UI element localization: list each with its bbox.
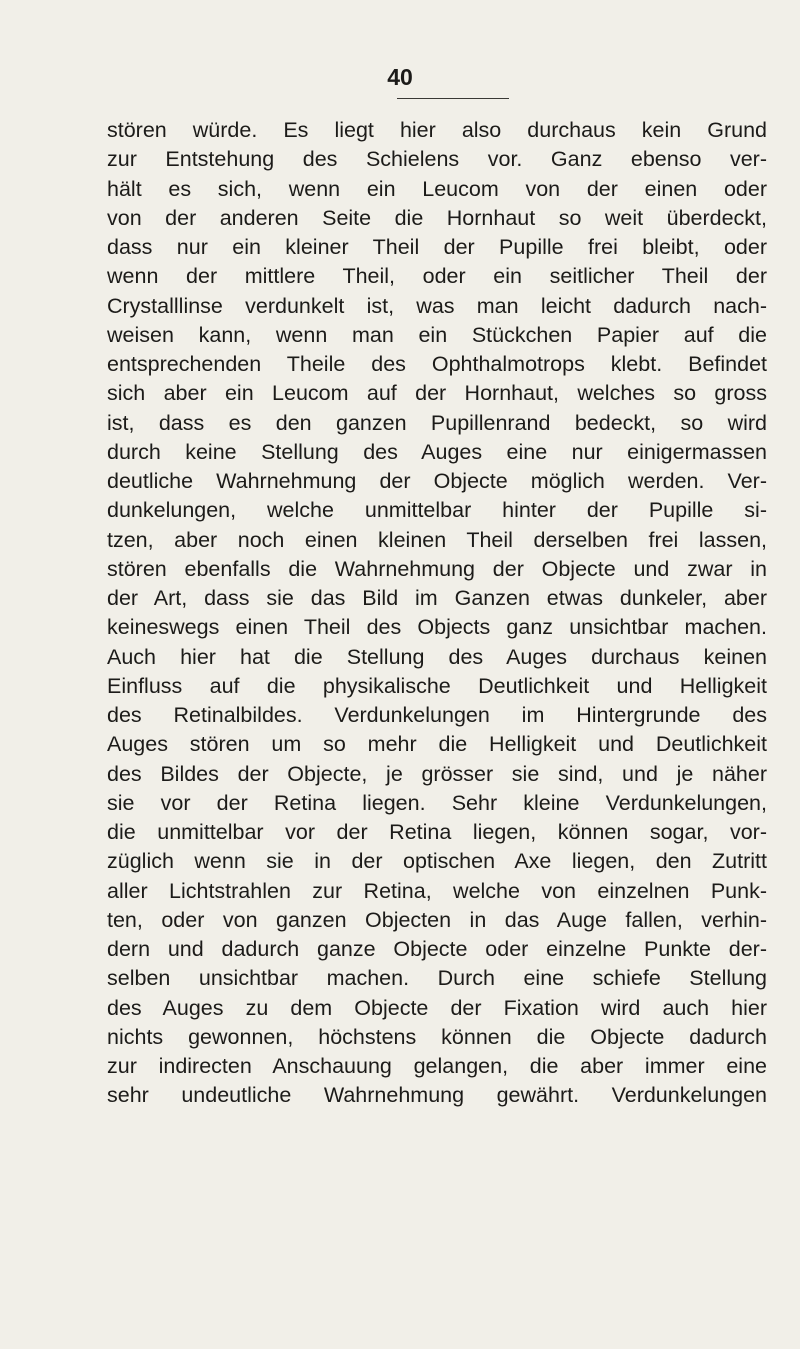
text-line: dass nur ein kleiner Theil der Pupille frei bleibt, oder — [107, 235, 767, 259]
text-line: Auch hier hat die Stellung des Auges durchaus keinen — [107, 644, 767, 669]
text-line: sehr undeutliche Wahrnehmung gewährt. Verdunkelungen — [107, 1083, 767, 1108]
page-number: 40 — [387, 64, 413, 90]
text-line: die unmittelbar vor der Retina liegen, können sogar, vor- — [107, 820, 767, 844]
text-line: züglich wenn sie in der optischen Axe liegen, den Zutritt — [107, 849, 767, 874]
text-line: durch keine Stellung des Auges eine nur einigermassen — [107, 439, 767, 464]
text-line: der Art, dass sie das Bild im Ganzen etwas dunkeler, aber — [107, 586, 767, 610]
text-line: entsprechenden Theile des Ophthalmotrops klebt. Befindet — [107, 352, 767, 376]
text-line: von der anderen Seite die Hornhaut so weit überdeckt, — [107, 205, 767, 230]
text-line: selben unsichtbar machen. Durch eine schiefe Stellung — [107, 966, 767, 991]
text-line: stören ebenfalls die Wahrnehmung der Objecte und zwar in — [107, 556, 767, 581]
text-line: tzen, aber noch einen kleinen Theil derselben frei lassen, — [107, 527, 767, 552]
text-line: dunkelungen, welche unmittelbar hinter der Pupille si- — [107, 498, 767, 523]
text-line: des Bildes der Objecte, je grösser sie sind, und je näher — [107, 761, 767, 786]
text-line: zur Entstehung des Schielens vor. Ganz ebenso ver- — [107, 147, 767, 172]
text-line: wenn der mittlere Theil, oder ein seitlicher Theil der — [107, 264, 767, 289]
body-text — [107, 116, 767, 1111]
text-line: hält es sich, wenn ein Leucom von der einen oder — [107, 176, 767, 201]
text-line: Auges stören um so mehr die Helligkeit und Deutlichkeit — [107, 732, 767, 757]
text-line: dern und dadurch ganze Objecte oder einzelne Punkte der- — [107, 937, 767, 961]
text-line: Einfluss auf die physikalische Deutlichkeit und Helligkeit — [107, 673, 767, 698]
header-rule — [397, 98, 509, 99]
text-line: stören würde. Es liegt hier also durchaus kein Grund — [107, 118, 767, 142]
text-line: nichts gewonnen, höchstens können die Objecte dadurch — [107, 1024, 767, 1049]
text-line: deutliche Wahrnehmung der Objecte möglich werden. Ver- — [107, 469, 767, 493]
text-line: des Auges zu dem Objecte der Fixation wird auch hier — [107, 995, 767, 1020]
text-line: keineswegs einen Theil des Objects ganz unsichtbar machen. — [107, 615, 767, 640]
text-line: ten, oder von ganzen Objecten in das Auge fallen, verhin- — [107, 907, 767, 932]
text-line: ist, dass es den ganzen Pupillenrand bedeckt, so wird — [107, 410, 767, 435]
text-line: sie vor der Retina liegen. Sehr kleine Verdunkelungen, — [107, 790, 767, 815]
text-line: zur indirecten Anschauung gelangen, die aber immer eine — [107, 1054, 767, 1078]
text-line: sich aber ein Leucom auf der Hornhaut, welches so gross — [107, 381, 767, 406]
text-line: weisen kann, wenn man ein Stückchen Papier auf die — [107, 322, 767, 347]
text-line: aller Lichtstrahlen zur Retina, welche von einzelnen Punk- — [107, 878, 767, 903]
text-line: des Retinalbildes. Verdunkelungen im Hintergrunde des — [107, 703, 767, 727]
text-line: Crystalllinse verdunkelt ist, was man leicht dadurch nach- — [107, 293, 767, 318]
